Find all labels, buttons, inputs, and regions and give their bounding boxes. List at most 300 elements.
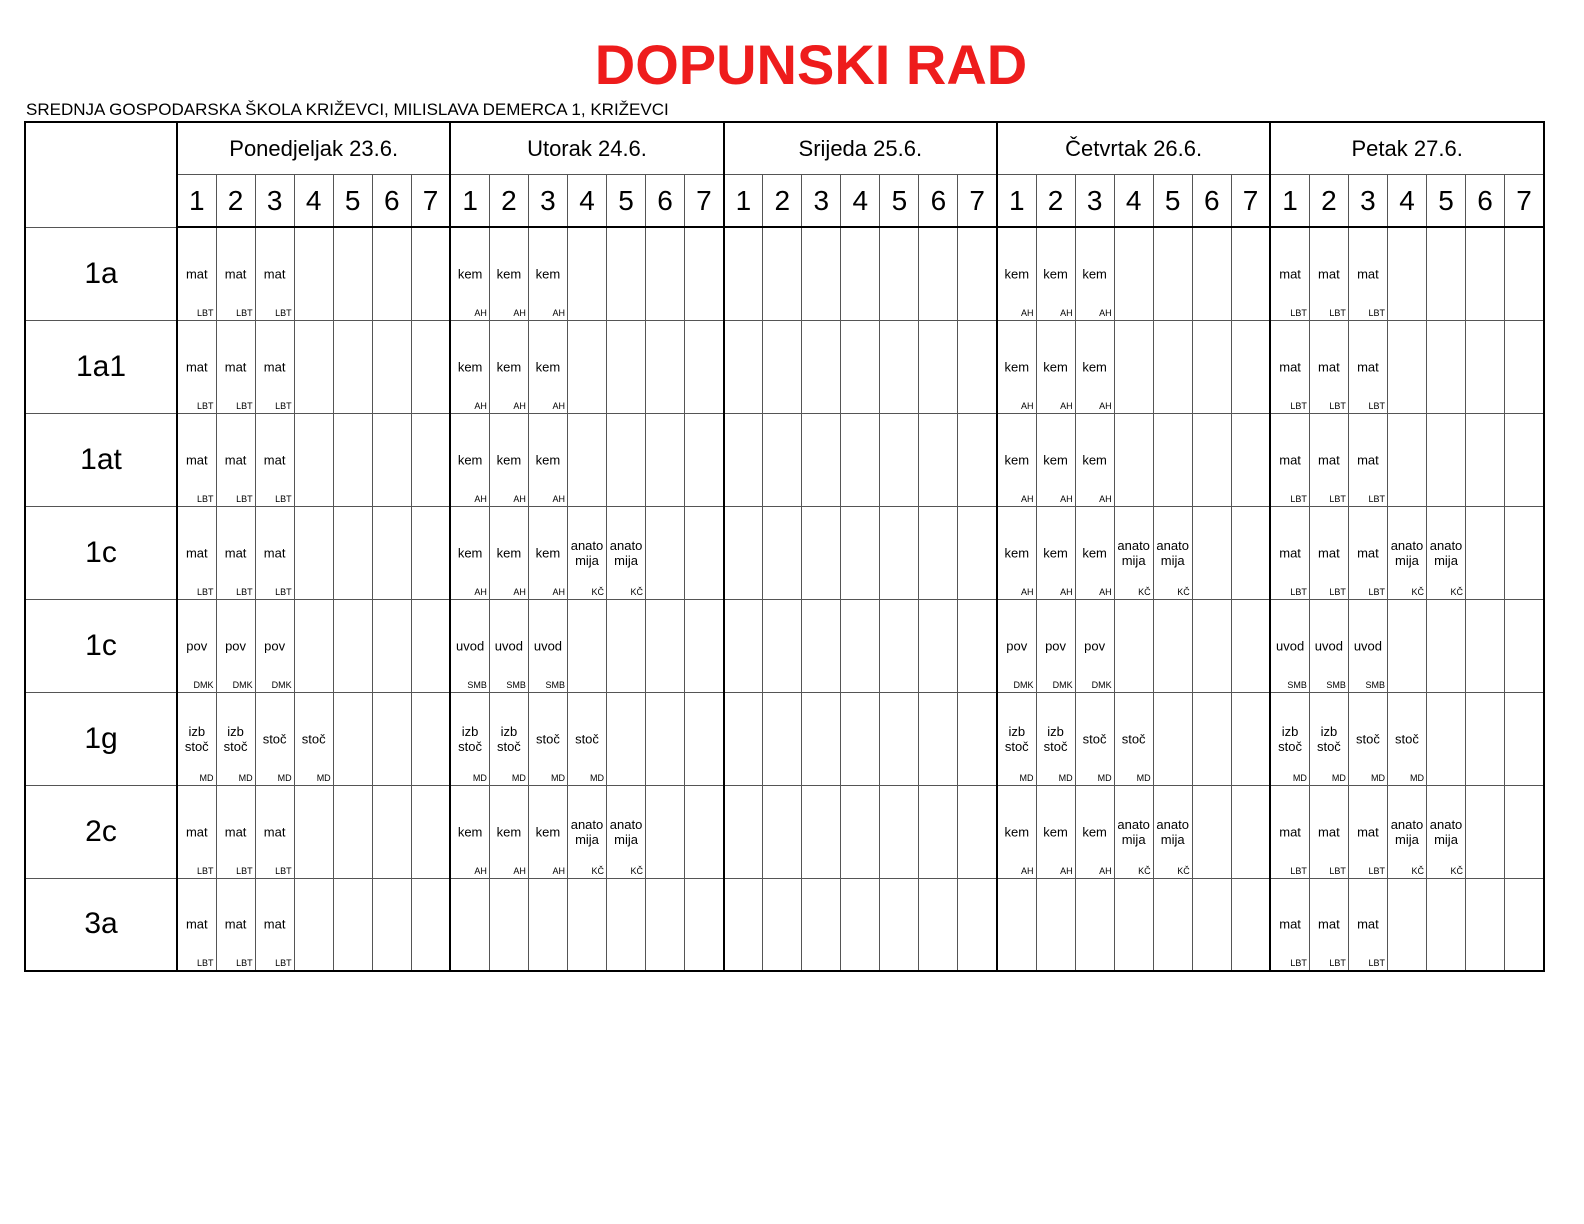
subject-label: kem <box>1043 359 1068 374</box>
lesson-cell <box>1427 878 1466 971</box>
lesson-cell <box>607 785 646 878</box>
teacher-initials: LBT <box>197 307 214 318</box>
period-number: 4 <box>1114 175 1153 228</box>
period-number: 2 <box>1309 175 1348 228</box>
teacher-initials: AH <box>1060 307 1073 318</box>
lesson-cell <box>333 227 372 320</box>
subject-label: pov <box>186 638 208 653</box>
subject-label: anato mija <box>1117 816 1150 847</box>
subject-label: mat <box>1357 916 1379 932</box>
period-number: 1 <box>997 175 1036 228</box>
lesson-cell <box>333 506 372 599</box>
lesson-cell <box>411 413 450 506</box>
lesson-cell <box>489 506 528 599</box>
lesson-cell <box>802 320 841 413</box>
teacher-initials: LBT <box>1329 586 1346 597</box>
teacher-initials: AH <box>513 865 526 876</box>
subject-label: kem <box>496 824 522 839</box>
lesson-cell <box>724 692 763 785</box>
teacher-initials: LBT <box>236 958 253 968</box>
lesson-cell <box>177 878 216 971</box>
period-number: 5 <box>607 175 646 228</box>
lesson-cell <box>1309 227 1348 320</box>
period-number: 2 <box>1036 175 1075 228</box>
period-number: 5 <box>1427 175 1466 228</box>
subject-label: stoč <box>1121 731 1146 746</box>
period-number: 1 <box>450 175 489 228</box>
lesson-cell <box>411 227 450 320</box>
lesson-cell <box>1153 785 1192 878</box>
lesson-cell <box>646 506 685 599</box>
lesson-cell <box>841 320 880 413</box>
teacher-initials: KČ <box>1411 865 1424 876</box>
teacher-initials: KČ <box>630 865 644 876</box>
class-label: 1g <box>25 692 177 785</box>
subject-label: kem <box>457 824 483 839</box>
subject-label: mat <box>263 916 286 932</box>
day-header: Četvrtak 26.6. <box>997 122 1270 175</box>
lesson-cell <box>216 599 255 692</box>
lesson-cell <box>1466 878 1505 971</box>
subject-label: kem <box>535 545 561 560</box>
period-number: 7 <box>1231 175 1270 228</box>
lesson-cell <box>216 878 255 971</box>
subject-label: izb stoč <box>223 723 248 754</box>
subject-label: mat <box>224 359 247 374</box>
teacher-initials: LBT <box>1329 400 1346 411</box>
subject-label: kem <box>1004 359 1030 374</box>
lesson-cell <box>919 320 958 413</box>
period-number: 3 <box>255 175 294 228</box>
subject-label: uvod <box>494 638 523 653</box>
lesson-cell <box>528 413 567 506</box>
schedule-table <box>24 121 1545 972</box>
teacher-initials: KČ <box>1138 865 1151 876</box>
lesson-cell <box>997 413 1036 506</box>
subject-label: anato mija <box>1156 537 1189 568</box>
lesson-cell <box>1036 506 1075 599</box>
lesson-cell <box>294 599 333 692</box>
lesson-cell <box>1505 227 1544 320</box>
teacher-initials: AH <box>1099 865 1112 876</box>
lesson-cell <box>1231 320 1270 413</box>
lesson-cell <box>841 599 880 692</box>
lesson-cell <box>997 227 1036 320</box>
lesson-cell <box>1466 413 1505 506</box>
class-row <box>25 320 1544 413</box>
subject-label: stoč <box>1082 731 1107 746</box>
lesson-cell <box>1075 413 1114 506</box>
subject-label: mat <box>185 545 208 560</box>
subject-label: mat <box>1357 452 1379 467</box>
teacher-initials: AH <box>552 586 565 597</box>
lesson-cell <box>528 599 567 692</box>
subject-label: mat <box>224 266 247 282</box>
teacher-initials: LBT <box>1290 307 1307 318</box>
teacher-initials: DMK <box>1052 679 1073 690</box>
lesson-cell <box>724 227 763 320</box>
lesson-cell <box>919 878 958 971</box>
lesson-cell <box>763 599 802 692</box>
teacher-initials: MD <box>511 772 526 783</box>
lesson-cell <box>1270 506 1309 599</box>
teacher-initials: MD <box>316 772 331 783</box>
lesson-cell <box>607 413 646 506</box>
lesson-cell <box>489 413 528 506</box>
lesson-cell <box>216 413 255 506</box>
teacher-initials: AH <box>1099 307 1112 318</box>
corner-cell <box>25 122 177 227</box>
lesson-cell <box>802 785 841 878</box>
lesson-cell <box>294 878 333 971</box>
subject-label: mat <box>1318 452 1340 467</box>
lesson-cell <box>528 506 567 599</box>
period-number: 2 <box>216 175 255 228</box>
lesson-cell <box>724 599 763 692</box>
lesson-cell <box>372 227 411 320</box>
class-label: 1a <box>25 227 177 320</box>
teacher-initials: LBT <box>1368 958 1385 968</box>
lesson-cell <box>1427 785 1466 878</box>
lesson-cell <box>685 413 724 506</box>
subject-label: mat <box>263 824 286 839</box>
period-number: 7 <box>1505 175 1544 228</box>
lesson-cell <box>997 878 1036 971</box>
teacher-initials: KČ <box>591 586 605 597</box>
lesson-cell <box>724 785 763 878</box>
lesson-cell <box>372 599 411 692</box>
lesson-cell <box>528 785 567 878</box>
lesson-cell <box>1231 785 1270 878</box>
lesson-cell <box>255 692 294 785</box>
subject-label: uvod <box>1275 638 1305 653</box>
subject-label: stoč <box>301 731 326 746</box>
lesson-cell <box>1153 692 1192 785</box>
period-number: 5 <box>880 175 919 228</box>
teacher-initials: LBT <box>236 586 253 597</box>
lesson-cell <box>1231 413 1270 506</box>
lesson-cell <box>1153 506 1192 599</box>
day-header: Petak 27.6. <box>1270 122 1544 175</box>
subject-label: pov <box>1045 638 1067 653</box>
lesson-cell <box>450 227 489 320</box>
teacher-initials: AH <box>474 586 487 597</box>
subject-label: mat <box>185 266 208 282</box>
subject-label: mat <box>185 824 208 839</box>
lesson-cell <box>411 506 450 599</box>
lesson-cell <box>646 413 685 506</box>
subject-label: mat <box>1279 545 1301 560</box>
lesson-cell <box>1505 599 1544 692</box>
lesson-cell <box>646 785 685 878</box>
class-row <box>25 413 1544 506</box>
teacher-initials: LBT <box>1290 493 1307 504</box>
teacher-initials: DMK <box>232 679 253 690</box>
subject-label: kem <box>535 266 561 282</box>
subject-label: mat <box>1279 916 1301 932</box>
subject-label: kem <box>1082 359 1107 374</box>
lesson-cell <box>1387 692 1426 785</box>
lesson-cell <box>1075 785 1114 878</box>
lesson-cell <box>1153 227 1192 320</box>
subject-label: anato mija <box>570 537 604 568</box>
teacher-initials: SMB <box>1365 679 1385 690</box>
teacher-initials: LBT <box>1329 307 1346 318</box>
subject-label: stoč <box>536 731 560 746</box>
lesson-cell <box>1075 599 1114 692</box>
teacher-initials: MD <box>1097 772 1112 783</box>
lesson-cell <box>919 692 958 785</box>
lesson-cell <box>1466 692 1505 785</box>
lesson-cell <box>489 599 528 692</box>
lesson-cell <box>567 599 606 692</box>
lesson-cell <box>958 413 997 506</box>
lesson-cell <box>1270 692 1309 785</box>
lesson-cell <box>1309 413 1348 506</box>
lesson-cell <box>1387 227 1426 320</box>
teacher-initials: LBT <box>275 865 292 876</box>
period-number: 1 <box>177 175 216 228</box>
teacher-initials: MD <box>590 772 605 783</box>
lesson-cell <box>646 599 685 692</box>
lesson-cell <box>841 692 880 785</box>
lesson-cell <box>919 785 958 878</box>
lesson-cell <box>763 878 802 971</box>
teacher-initials: KČ <box>1411 586 1424 597</box>
lesson-cell <box>1114 227 1153 320</box>
lesson-cell <box>1387 878 1426 971</box>
lesson-cell <box>1466 320 1505 413</box>
period-number: 3 <box>1348 175 1387 228</box>
subject-label: izb stoč <box>1278 723 1302 754</box>
lesson-cell <box>958 878 997 971</box>
lesson-cell <box>1270 320 1309 413</box>
subject-label: mat <box>1357 266 1379 282</box>
teacher-initials: MD <box>1331 772 1346 783</box>
lesson-cell <box>528 692 567 785</box>
day-header: Ponedjeljak 23.6. <box>177 122 450 175</box>
teacher-initials: AH <box>1060 586 1073 597</box>
teacher-initials: LBT <box>1290 586 1307 597</box>
subject-label: kem <box>1004 452 1030 467</box>
lesson-cell <box>1427 227 1466 320</box>
lesson-cell <box>216 785 255 878</box>
lesson-cell <box>1036 413 1075 506</box>
subject-label: kem <box>1082 266 1107 282</box>
lesson-cell <box>255 413 294 506</box>
subject-label: anato mija <box>1390 537 1424 568</box>
subject-label: mat <box>185 359 208 374</box>
subject-label: kem <box>1043 824 1068 839</box>
subject-label: anato mija <box>1390 816 1424 847</box>
subject-label: izb stoč <box>1043 723 1068 754</box>
subject-label: mat <box>224 824 247 839</box>
lesson-cell <box>255 785 294 878</box>
teacher-initials: MD <box>550 772 565 783</box>
subject-label: mat <box>224 452 247 467</box>
period-number: 4 <box>294 175 333 228</box>
lesson-cell <box>1114 506 1153 599</box>
teacher-initials: AH <box>1099 586 1112 597</box>
teacher-initials: LBT <box>236 400 253 411</box>
lesson-cell <box>958 692 997 785</box>
day-header: Srijeda 25.6. <box>724 122 997 175</box>
lesson-cell <box>763 506 802 599</box>
teacher-initials: LBT <box>1329 865 1346 876</box>
subject-label: anato mija <box>1117 537 1150 568</box>
lesson-cell <box>880 692 919 785</box>
period-number: 5 <box>1153 175 1192 228</box>
lesson-cell <box>1036 599 1075 692</box>
subject-label: mat <box>185 916 208 932</box>
lesson-cell <box>1114 692 1153 785</box>
lesson-cell <box>997 506 1036 599</box>
teacher-initials: LBT <box>275 958 292 968</box>
lesson-cell <box>958 227 997 320</box>
class-label: 1c <box>25 599 177 692</box>
lesson-cell <box>1387 785 1426 878</box>
teacher-initials: KČ <box>1450 865 1464 876</box>
lesson-cell <box>411 692 450 785</box>
lesson-cell <box>607 320 646 413</box>
teacher-initials: MD <box>199 772 214 783</box>
lesson-cell <box>646 227 685 320</box>
lesson-cell <box>567 227 606 320</box>
teacher-initials: LBT <box>197 493 214 504</box>
class-row <box>25 878 1544 971</box>
lesson-cell <box>607 878 646 971</box>
lesson-cell <box>1192 227 1231 320</box>
teacher-initials: KČ <box>591 865 605 876</box>
teacher-initials: MD <box>277 772 292 783</box>
lesson-cell <box>1348 599 1387 692</box>
teacher-initials: LBT <box>1368 865 1385 876</box>
lesson-cell <box>1270 878 1309 971</box>
lesson-cell <box>1231 227 1270 320</box>
lesson-cell <box>1036 878 1075 971</box>
lesson-cell <box>1153 320 1192 413</box>
lesson-cell <box>1348 413 1387 506</box>
subject-label: mat <box>1318 266 1340 282</box>
teacher-initials: KČ <box>1177 586 1190 597</box>
lesson-cell <box>997 320 1036 413</box>
lesson-cell <box>1309 878 1348 971</box>
lesson-cell <box>1505 506 1544 599</box>
period-number: 6 <box>1466 175 1505 228</box>
teacher-initials: KČ <box>630 586 644 597</box>
subject-label: mat <box>263 545 286 560</box>
period-number: 7 <box>958 175 997 228</box>
subject-label: izb stoč <box>1316 723 1341 754</box>
subject-label: kem <box>457 452 483 467</box>
lesson-cell <box>1505 692 1544 785</box>
subject-label: kem <box>535 359 561 374</box>
lesson-cell <box>841 227 880 320</box>
subject-label: anato mija <box>1156 816 1189 847</box>
lesson-cell <box>333 599 372 692</box>
lesson-cell <box>567 506 606 599</box>
subject-label: mat <box>1357 545 1379 560</box>
teacher-initials: LBT <box>1368 586 1385 597</box>
lesson-cell <box>1427 320 1466 413</box>
lesson-cell <box>1153 599 1192 692</box>
lesson-cell <box>880 227 919 320</box>
subject-label: pov <box>1084 638 1106 653</box>
teacher-initials: LBT <box>197 400 214 411</box>
class-label: 2c <box>25 785 177 878</box>
teacher-initials: LBT <box>275 307 292 318</box>
teacher-initials: AH <box>1099 493 1112 504</box>
lesson-cell <box>763 413 802 506</box>
lesson-cell <box>489 227 528 320</box>
lesson-cell <box>567 413 606 506</box>
lesson-cell <box>1231 692 1270 785</box>
subject-label: mat <box>263 452 286 467</box>
teacher-initials: AH <box>1021 307 1034 318</box>
teacher-initials: LBT <box>1329 493 1346 504</box>
lesson-cell <box>919 413 958 506</box>
lesson-cell <box>880 506 919 599</box>
subject-label: anato mija <box>609 537 643 568</box>
teacher-initials: AH <box>1021 493 1034 504</box>
period-number: 7 <box>411 175 450 228</box>
teacher-initials: AH <box>552 493 565 504</box>
lesson-cell <box>1427 413 1466 506</box>
lesson-cell <box>1075 506 1114 599</box>
period-number: 3 <box>528 175 567 228</box>
subject-label: mat <box>1279 824 1301 839</box>
lesson-cell <box>724 506 763 599</box>
subject-label: anato mija <box>1429 537 1463 568</box>
teacher-initials: AH <box>513 307 526 318</box>
lesson-cell <box>1114 599 1153 692</box>
lesson-cell <box>1309 692 1348 785</box>
period-number: 1 <box>1270 175 1309 228</box>
subject-label: kem <box>496 545 522 560</box>
lesson-cell <box>372 413 411 506</box>
lesson-cell <box>294 506 333 599</box>
lesson-cell <box>450 785 489 878</box>
lesson-cell <box>802 599 841 692</box>
lesson-cell <box>958 785 997 878</box>
lesson-cell <box>411 599 450 692</box>
lesson-cell <box>177 227 216 320</box>
lesson-cell <box>880 785 919 878</box>
teacher-initials: AH <box>474 865 487 876</box>
period-number: 6 <box>646 175 685 228</box>
teacher-initials: MD <box>1019 772 1034 783</box>
lesson-cell <box>880 413 919 506</box>
teacher-initials: KČ <box>1450 586 1464 597</box>
lesson-cell <box>1153 878 1192 971</box>
lesson-cell <box>294 785 333 878</box>
subject-label: mat <box>1318 824 1340 839</box>
teacher-initials: AH <box>1021 865 1034 876</box>
teacher-initials: LBT <box>1290 958 1307 968</box>
lesson-cell <box>1348 692 1387 785</box>
lesson-cell <box>607 227 646 320</box>
lesson-cell <box>1505 878 1544 971</box>
lesson-cell <box>255 320 294 413</box>
class-row <box>25 227 1544 320</box>
subject-label: uvod <box>1353 638 1383 653</box>
lesson-cell <box>177 320 216 413</box>
lesson-cell <box>685 785 724 878</box>
subject-label: kem <box>535 824 561 839</box>
teacher-initials: DMK <box>1091 679 1112 690</box>
subject-label: mat <box>185 452 208 467</box>
lesson-cell <box>567 878 606 971</box>
